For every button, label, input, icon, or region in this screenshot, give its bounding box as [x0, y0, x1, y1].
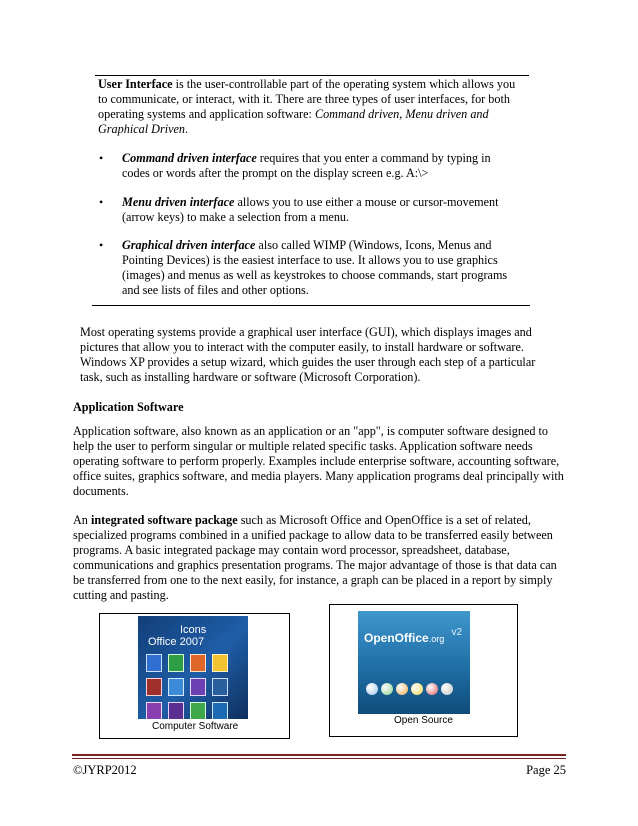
word-icon	[146, 654, 162, 672]
bullet-command-driven	[122, 151, 514, 181]
access-icon	[146, 678, 162, 696]
integrated-text: such as Microsoft Office and OpenOffice is a set of related, specialized programs combined in a unified package to allow data to be transferred easily between programs. A basic integrated package may contain word processor, spreadsheet, database, communications and graphics presentation programs. The major advantage of those is that data can be transferred from one to the next easily, for instance, a graph can be placed in a report by simply cutting and pasting.	[73, 513, 557, 602]
math-orb-icon	[441, 683, 453, 695]
outlook-icon	[212, 654, 228, 672]
bullet-graphical-driven	[122, 238, 514, 298]
footer-copyright: ©JYRP2012	[73, 763, 137, 777]
bullet-symbol-2: •	[99, 195, 104, 209]
impress-orb-icon	[396, 683, 408, 695]
bullet-term: Graphical driven interface	[122, 238, 256, 252]
excel-icon	[168, 654, 184, 672]
openoffice-orb-row	[366, 683, 453, 695]
onenote-icon	[146, 702, 162, 719]
visio-icon	[212, 678, 228, 696]
bullet-text: allows you to use either a mouse or cursor-movement (arrow keys) to make a selection from a menu.	[122, 195, 499, 224]
ui-intro-text: is the user-controllable part of the operating system which allows you to communicate, or interact, with it. There are three types of user interfaces, for both operating systems and application software:	[98, 77, 516, 121]
office-2007-logo: Office 2007	[148, 636, 205, 648]
publisher-icon	[168, 678, 184, 696]
sharepoint-icon	[212, 702, 228, 719]
integrated-package-paragraph	[73, 513, 567, 603]
openoffice-logo	[364, 631, 444, 645]
integrated-term: integrated software package	[90, 513, 238, 527]
ui-types: Command driven, Menu driven and Graphical Driven	[98, 107, 489, 136]
bullet-text: also called WIMP (Windows, Icons, Menus and Pointing Devices) is the easiest interface to use. It allows you to use graphics (images) and menus as well as keystrokes to choose commands, start programs and see lists of files and other options.	[122, 238, 508, 297]
gui-paragraph: Most operating systems provide a graphical user interface (GUI), which displays images and pictures that allow you to interact with the computer easily, to install hardware or software. Windows XP provides a setup wizard, which guides the user through each step of a particular task, such as installing hardware or software (Microsoft Corporation).	[80, 325, 536, 384]
box-bottom-rule	[92, 305, 530, 306]
application-software-paragraph: Application software, also known as an application or an "app", is computer software designed to help the user to perform singular or multiple related specific tasks. Application software needs operating software to perform properly. Examples include enterprise software, accounting software, office suites, graphics software, and media players. Many application programs deal principally with documents.	[73, 424, 564, 498]
integrated-pre: An	[73, 513, 91, 527]
openoffice-version: v2	[451, 627, 462, 638]
ui-intro-paragraph	[98, 77, 518, 137]
openoffice-name: OpenOffice	[364, 631, 429, 645]
bullet-menu-driven	[122, 195, 514, 225]
writer-orb-icon	[366, 683, 378, 695]
office-2007-image	[138, 616, 248, 719]
footer-rule-thick	[72, 754, 566, 756]
application-software-heading: Application Software	[73, 400, 184, 414]
office-icons-label: Icons	[180, 624, 207, 636]
open-source-figure	[329, 604, 518, 737]
bullet-term: Menu driven interface	[122, 195, 235, 209]
bullet-symbol-1: •	[99, 151, 104, 165]
computer-software-figure	[99, 613, 290, 739]
office-icon-grid	[146, 654, 246, 719]
bullet-term: Command driven interface	[122, 151, 257, 165]
powerpoint-icon	[190, 654, 206, 672]
box-top-rule	[95, 75, 529, 76]
project-icon	[190, 678, 206, 696]
footer-page-number: Page 25	[526, 763, 566, 777]
bullet-text: requires that you enter a command by typing in codes or words after the prompt on the display screen e.g. A:\>	[122, 151, 491, 180]
bullet-symbol-3: •	[99, 238, 104, 252]
open-source-caption: Open Source	[394, 715, 453, 726]
ui-intro-end: .	[185, 122, 189, 136]
base-orb-icon	[426, 683, 438, 695]
computer-software-caption: Computer Software	[152, 721, 239, 732]
openoffice-image	[358, 611, 470, 714]
infopath-icon	[168, 702, 184, 719]
openoffice-org: .org	[428, 634, 445, 644]
draw-orb-icon	[411, 683, 423, 695]
calc-orb-icon	[381, 683, 393, 695]
groove-icon	[190, 702, 206, 719]
ui-term: User Interface	[98, 77, 173, 91]
footer-rule-thin	[72, 758, 566, 759]
